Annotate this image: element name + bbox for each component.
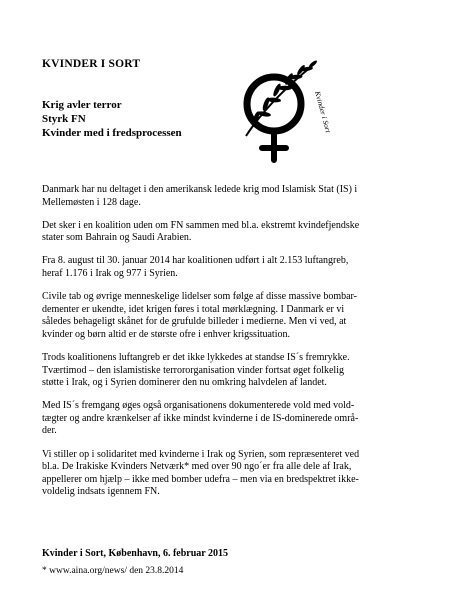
women-in-black-logo — [222, 52, 340, 170]
paragraph-1: Danmark har nu deltaget i den amerikansk ledede krig mod Islamisk Stat (IS) i Mellemøsten i 128 dage. — [42, 184, 358, 208]
paragraph-3: Fra 8. august til 30. januar 2014 har koalitionen udført i alt 2.153 luftangreb, heraf 1.176 i Irak og 977 i Syrien. — [42, 255, 349, 279]
signature-line: Kvinder i Sort, København, 6. februar 2015 — [42, 548, 229, 559]
paragraph-4: Civile tab og øvrige menneskelige lidelser som følge af disse massive bombar- dementer er ukendte, idet krigen føres i total mørklægning. I Danmark er vi således behageligt skånet for de grufulde billeder i medierne. Men vi ved, at kvinder og børn altid er de største ofre i enhver krigssituation. — [42, 291, 357, 340]
paragraph-7: Vi stiller op i solidaritet med kvinderne i Irak og Syrien, som repræsenteret ved bl.a. De Irakiske Kvinders Netværk* med over 90 ngo´er fra alle dele af Irak, appellerer om hjælp – ikke med bomber udefra – men via en bredspektret ikke- voldelig indsats igennem FN. — [42, 448, 360, 498]
body-text — [42, 184, 412, 509]
headline-2: Styrk FN — [42, 113, 86, 125]
logo-text: Kvinder i Sort — [313, 90, 333, 134]
paragraph-2: Det sker i en koalition uden om FN sammen med bl.a. ekstremt kvindefjendske stater som Bahrain og Saudi Arabien. — [42, 219, 360, 244]
logo-venus-cross — [262, 131, 286, 160]
paragraph-6: Med IS´s fremgang øges også organisationens dokumenterede vold med vold- tægter og andre krænkelser af ikke mindst kvinderne i de IS-dominerede områ- der. — [42, 400, 359, 437]
logo-branch-leaves — [251, 59, 318, 125]
headline-block — [42, 98, 182, 140]
paragraph-5: Trods koalitionens luftangreb er det ikke lykkedes at standse IS´s fremrykke. Tværtimod – den islamistiske terrororganisation vinder fortsat øget folkelig støtte i Irak, og i Syrien dominerer den nu omkring halvdelen af landet. — [42, 351, 350, 389]
headline-1: Krig avler terror — [42, 99, 122, 111]
footnote: * www.aina.org/news/ den 23.8.2014 — [42, 566, 184, 576]
organization-title: KVINDER I SORT — [42, 58, 141, 70]
headline-3: Kvinder med i fredsprocessen — [42, 127, 182, 139]
